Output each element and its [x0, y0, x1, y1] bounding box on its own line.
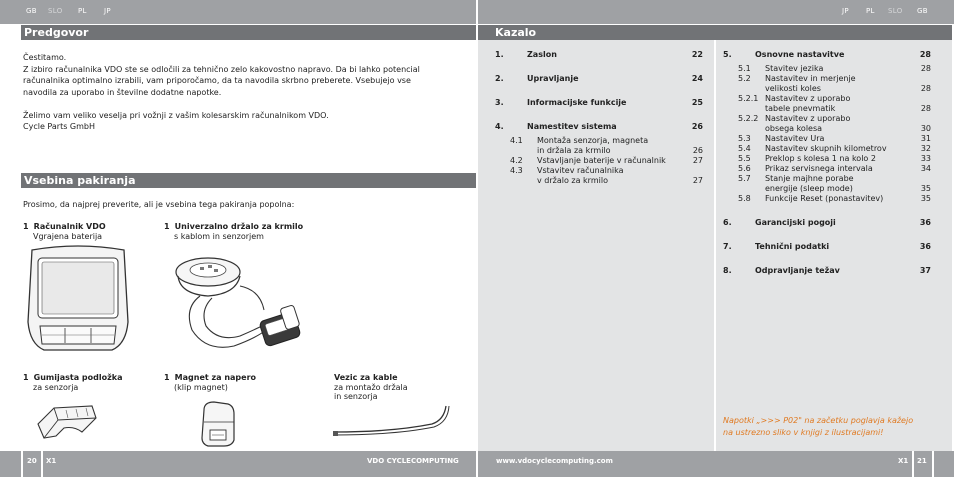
- toc-page-number: 28: [919, 50, 931, 59]
- toc-title: Nastavitev Ura: [765, 134, 825, 143]
- toc-number: 5.7: [738, 174, 751, 183]
- cable-tie-illustration: [332, 402, 452, 438]
- toc-title: obsega kolesa: [765, 124, 823, 133]
- toc-page-number: 27: [692, 176, 703, 185]
- toc-section-row[interactable]: [723, 94, 931, 104]
- toc-number: 8.: [723, 266, 732, 275]
- toc-section-row[interactable]: [495, 166, 703, 176]
- toc-page-number: 36: [919, 242, 931, 251]
- toc-page-number: 27: [692, 156, 703, 165]
- item-name: Računalnik VDO: [33, 222, 106, 231]
- toc-title: Garancijski pogoji: [755, 218, 836, 227]
- toc-number: 1.: [495, 50, 504, 59]
- package-item-computer: 1 Računalnik VDO Vgrajena baterija: [23, 222, 106, 241]
- toc-title: tabele pnevmatik: [765, 104, 836, 113]
- toc-title: Stavitev jezika: [765, 64, 824, 73]
- toc-page-number: 28: [920, 84, 931, 93]
- package-header: [21, 173, 476, 188]
- toc-title: in držala za krmilo: [537, 146, 611, 155]
- package-title: Vsebina pakiranja: [24, 174, 136, 187]
- toc-section-row[interactable]: [723, 164, 931, 174]
- toc-number: 2.: [495, 74, 504, 83]
- package-item-magnet: 1 Magnet za napero (klip magnet): [164, 373, 257, 392]
- item-sub: za senzorja: [33, 382, 79, 392]
- toc-title: Informacijske funkcije: [527, 98, 627, 107]
- footer-divider: [932, 451, 934, 477]
- illustration-note: [723, 415, 913, 439]
- toc-page-number: 24: [691, 74, 703, 83]
- toc-section-row[interactable]: [495, 156, 703, 166]
- toc-section-row[interactable]: [723, 124, 931, 134]
- item-sub: (klip magnet): [174, 382, 228, 392]
- item-name: Univerzalno držalo za krmilo: [174, 222, 304, 231]
- magnet-illustration: [198, 400, 238, 448]
- signature: Cycle Parts GmbH: [23, 122, 95, 131]
- foreword-line: računalnika optimalno izrabili, vam priporočamo, da ta navodila skrbno preberete. Vsebujejo vse: [23, 76, 411, 85]
- package-item-mount: 1 Univerzalno držalo za krmilo s kablom in senzorjem: [164, 222, 304, 241]
- toc-chapter-row[interactable]: [495, 50, 703, 60]
- model-label-left: X1: [46, 457, 57, 465]
- toc-title: Osnovne nastavitve: [755, 50, 845, 59]
- toc-page-number: 34: [920, 164, 931, 173]
- footer-divider: [41, 451, 43, 477]
- foreword-line: Čestitamo.: [23, 53, 67, 62]
- toc-page-number: 37: [919, 266, 931, 275]
- toc-number: 5.8: [738, 194, 751, 203]
- toc-section-row[interactable]: [495, 176, 703, 186]
- toc-number: 5.5: [738, 154, 751, 163]
- toc-title: Vstavljanje baterije v računalnik: [537, 156, 666, 165]
- toc-title: Zaslon: [527, 50, 557, 59]
- item-sub: Vgrajena baterija: [33, 231, 103, 241]
- toc-page-number: 28: [920, 64, 931, 73]
- lang-gb-left[interactable]: GB: [26, 7, 37, 15]
- footer-brand: VDO CYCLECOMPUTING: [367, 457, 459, 465]
- toc-section-row[interactable]: [723, 134, 931, 144]
- item-sub: in senzorja: [334, 392, 378, 401]
- wish-line: Želimo vam veliko veselja pri vožnji z vašim kolesarskim računalnikom VDO.: [23, 110, 329, 120]
- note-line: na ustrezno sliko v knjigi z ilustracijami!: [723, 428, 884, 437]
- toc-section-row[interactable]: [495, 136, 703, 146]
- toc-section-row[interactable]: [495, 146, 703, 156]
- toc-title: Nastavitev z uporabo: [765, 94, 851, 103]
- toc-chapter-row[interactable]: [723, 266, 931, 276]
- toc-chapter-row[interactable]: [495, 122, 703, 132]
- lang-gb-right[interactable]: GB: [917, 7, 928, 15]
- toc-title: Montaža senzorja, magneta: [537, 136, 649, 145]
- toc-page-number: 26: [692, 146, 703, 155]
- toc-title: energije (sleep mode): [765, 184, 853, 193]
- rubber-pad-illustration: [34, 398, 100, 442]
- foreword-line: navodila za uporabo in številne dodatne napotke.: [23, 87, 222, 97]
- toc-title: Stanje majhne porabe: [765, 174, 854, 183]
- foreword-title: Predgovor: [24, 26, 89, 39]
- item-sub: za montažo držala: [334, 382, 408, 392]
- toc-title: Tehnični podatki: [755, 242, 830, 251]
- item-sub: s kablom in senzorjem: [174, 231, 264, 241]
- toc-page-number: 26: [691, 122, 703, 131]
- toc-chapter-row[interactable]: [495, 98, 703, 108]
- contents-header: [478, 25, 952, 40]
- toc-title: Odpravljanje težav: [755, 266, 840, 275]
- toc-title: Nastavitev skupnih kilometrov: [765, 144, 887, 153]
- toc-section-row[interactable]: [723, 154, 931, 164]
- package-item-rubber-pad: 1 Gumijasta podložka za senzorja: [23, 373, 123, 392]
- toc-number: 5.2.1: [738, 94, 759, 103]
- toc-title: Nastavitev z uporabo: [765, 114, 851, 123]
- toc-page-number: 33: [920, 154, 931, 163]
- footer-url[interactable]: www.vdocyclecomputing.com: [496, 457, 613, 465]
- foreword-line: Z izbiro računalnika VDO ste se odločili za tehnično zelo kakovostno napravo. Da bi lahko potencial: [23, 64, 420, 74]
- toc-number: 6.: [723, 218, 732, 227]
- toc-section-row[interactable]: [723, 104, 931, 114]
- lang-pl-left[interactable]: PL: [78, 7, 87, 15]
- toc-section-row[interactable]: [723, 114, 931, 124]
- toc-section-row[interactable]: [723, 144, 931, 154]
- toc-title: Vstavitev računalnika: [537, 166, 624, 175]
- toc-number: 3.: [495, 98, 504, 107]
- toc-title: Preklop s kolesa 1 na kolo 2: [765, 154, 876, 163]
- page-number-left: 20: [27, 457, 37, 465]
- toc-section-row[interactable]: [723, 74, 931, 84]
- toc-page-number: 32: [920, 144, 931, 153]
- toc-number: 5.2: [738, 74, 751, 83]
- toc-number: 5.6: [738, 164, 751, 173]
- note-line: Napotki „>>> P02" na začetku poglavja kažejo: [723, 416, 914, 425]
- toc-number: 4.2: [510, 156, 523, 165]
- computer-illustration: [22, 244, 134, 356]
- package-item-cable-ties: [334, 373, 408, 402]
- toc-number: 5.1: [738, 64, 751, 73]
- item-name: Magnet za napero: [174, 373, 257, 382]
- toc-number: 7.: [723, 242, 732, 251]
- toc-number: 5.2.2: [738, 114, 759, 123]
- toc-page-number: 35: [920, 194, 931, 203]
- lang-pl-right[interactable]: PL: [866, 7, 875, 15]
- toc-page-number: 30: [920, 124, 931, 133]
- lang-slo-left[interactable]: SLO: [48, 7, 63, 15]
- toc-page-number: 31: [920, 134, 931, 143]
- toc-section-row[interactable]: [723, 194, 931, 204]
- toc-title: Prikaz servisnega intervala: [765, 164, 873, 173]
- model-label-right: X1: [898, 457, 909, 465]
- toc-title: Upravljanje: [527, 74, 579, 83]
- toc-chapter-row[interactable]: [723, 218, 931, 228]
- toc-title: Nastavitev in merjenje: [765, 74, 856, 83]
- toc-title: velikosti koles: [765, 84, 821, 93]
- toc-title: v držalo za krmilo: [537, 176, 608, 185]
- lang-slo-right[interactable]: SLO: [888, 7, 903, 15]
- toc-section-row[interactable]: [723, 184, 931, 194]
- toc-page-number: 28: [920, 104, 931, 113]
- foreword-header: [21, 25, 476, 40]
- footer-divider: [476, 451, 478, 477]
- toc-number: 4.: [495, 122, 504, 131]
- spine-divider: [476, 0, 478, 24]
- lang-jp-left[interactable]: JP: [104, 7, 111, 15]
- toc-section-row[interactable]: [723, 64, 931, 74]
- toc-chapter-row[interactable]: [723, 242, 931, 252]
- toc-page-number: 35: [920, 184, 931, 193]
- toc-title: Funkcije Reset (ponastavitev): [765, 194, 884, 203]
- footer-divider: [912, 451, 914, 477]
- package-intro: Prosimo, da najprej preverite, ali je vsebina tega pakiranja popolna:: [23, 200, 295, 209]
- item-name: Gumijasta podložka: [33, 373, 123, 382]
- toc-number: 4.3: [510, 166, 523, 175]
- mount-illustration: [170, 250, 330, 358]
- toc-page-number: 22: [691, 50, 703, 59]
- toc-number: 5.: [723, 50, 732, 59]
- contents-title: Kazalo: [495, 26, 537, 39]
- toc-section-row[interactable]: [723, 174, 931, 184]
- footer-divider: [21, 451, 23, 477]
- toc-title: Namestitev sistema: [527, 122, 617, 131]
- toc-chapter-row[interactable]: [723, 50, 931, 60]
- item-name: Vezic za kable: [334, 373, 398, 382]
- toc-number: 5.3: [738, 134, 751, 143]
- lang-jp-right[interactable]: JP: [842, 7, 849, 15]
- foreword-body: [23, 52, 463, 133]
- toc-page-number: 25: [691, 98, 703, 107]
- toc-chapter-row[interactable]: [495, 74, 703, 84]
- toc-section-row[interactable]: [723, 84, 931, 94]
- toc-page-number: 36: [919, 218, 931, 227]
- page-number-right: 21: [917, 457, 927, 465]
- toc-number: 5.4: [738, 144, 751, 153]
- toc-number: 4.1: [510, 136, 523, 145]
